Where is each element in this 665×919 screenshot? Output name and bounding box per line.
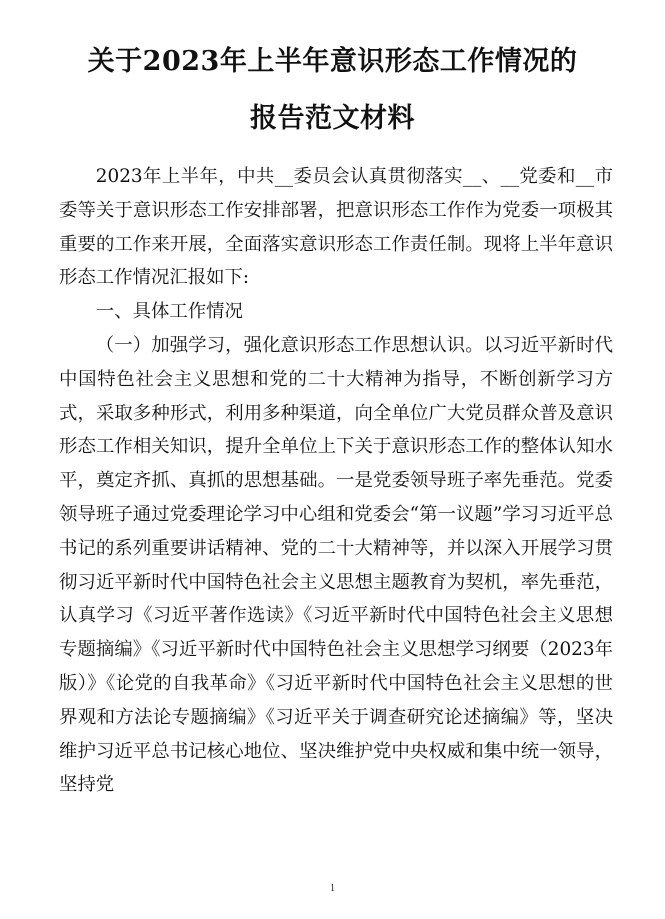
document-body bbox=[59, 160, 613, 802]
intro-paragraph: 2023年上半年，中共__委员会认真贯彻落实__、__党委和__市委等关于意识形态工作安排部署，把意识形态工作作为党委一项极其重要的工作来开展，全面落实意识形态工作责任制。现将上半年意识形态工作情况汇报如下: bbox=[59, 166, 613, 289]
page-number: 1 bbox=[330, 883, 335, 894]
section-paragraph: （一）加强学习，强化意识形态工作思想认识。以习近平新时代中国特色社会主义思想和党的二十大精神为指导，不断创新学习方式，采取多种形式，利用多种渠道，向全单位广大党员群众普及意识形态工作相关知识，提升全单位上下关于意识形态工作的整体认知水平，奠定齐抓、真抓的思想基础。一是党委领导班子率先垂范。党委领导班子通过党委理论学习中心组和党委会“第一议题”学习习近平总书记的系列重要讲话精神、党的二十大精神等，并以深入开展学习贯彻习近平新时代中国特色社会主义思想主题教育为契机，率先垂范，认真学习《习近平著作选读》《习近平新时代中国特色社会主义思想专题摘编》《习近平新时代中国特色社会主义思想学习纲要（2023年版）》《论党的自我革命》《习近平新时代中国特色社会主义思想的世界观和方法论专题摘编》《习近平关于调查研究论述摘编》等，坚决维护习近平总书记核心地位、坚决维护党中央权威和集中统一领导，坚持党 bbox=[59, 334, 613, 796]
document-title-line-2: 报告范文材料 bbox=[250, 103, 415, 134]
document-title-line-1: 关于2023年上半年意识形态工作情况的 bbox=[87, 46, 578, 77]
section-heading: 一、具体工作情况 bbox=[95, 301, 243, 323]
